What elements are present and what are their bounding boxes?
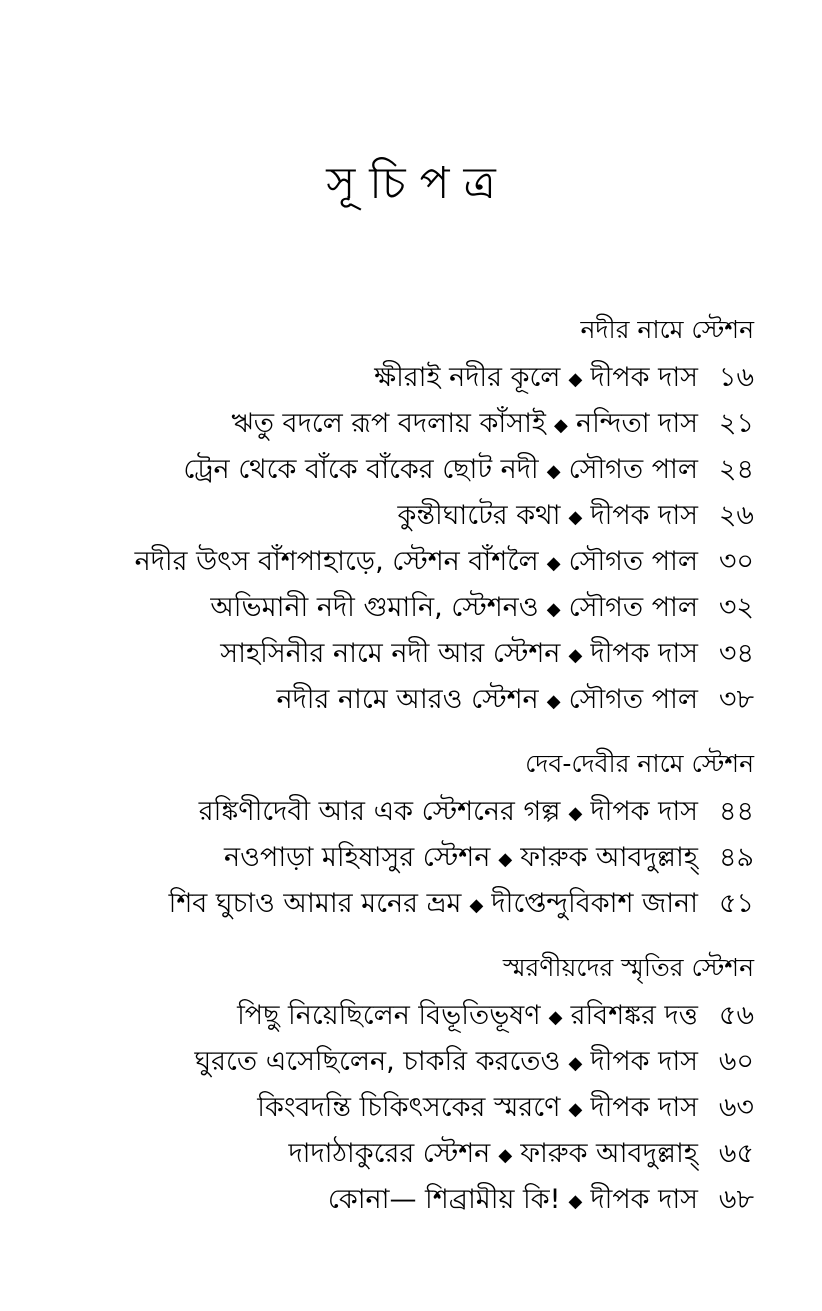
entry-page-number: ৬০	[718, 1045, 754, 1077]
entry-author: দীপক দাস	[590, 795, 698, 827]
diamond-separator-icon: ◆	[546, 690, 561, 712]
entry-page-number: ২৪	[718, 453, 754, 485]
toc-entry	[34, 540, 754, 586]
entry-title: কিংবদন্তি চিকিৎসকের স্মরণে	[257, 1091, 561, 1123]
entry-author: দীপ্তেন্দুবিকাশ জানা	[491, 887, 698, 919]
entry-author: সৌগত পাল	[568, 683, 698, 715]
diamond-separator-icon: ◆	[568, 368, 583, 390]
diamond-separator-icon: ◆	[554, 414, 568, 436]
diamond-separator-icon: ◆	[546, 552, 561, 574]
section-title: নদীর নামে স্টেশন	[580, 315, 754, 344]
page-title: সূচিপত্র	[326, 158, 510, 209]
toc-entry	[34, 448, 754, 494]
entry-title: অভিমানী নদী গুমানি, স্টেশনও	[210, 591, 539, 623]
entry-page-number: ৬৩	[718, 1091, 754, 1123]
diamond-separator-icon: ◆	[498, 1144, 513, 1166]
diamond-separator-icon: ◆	[498, 848, 513, 870]
toc-section	[34, 744, 754, 928]
entry-author: সৌগত পাল	[568, 591, 698, 623]
entry-title: দাদাঠাকুরের স্টেশন	[288, 1137, 491, 1169]
entry-author: রবিশঙ্কর দত্ত	[570, 999, 698, 1031]
entry-page-number: ৪৪	[718, 795, 754, 827]
section-title: স্মরণীয়দের স্মৃতির স্টেশন	[502, 953, 754, 982]
entry-author: দীপক দাস	[590, 1183, 698, 1215]
diamond-separator-icon: ◆	[548, 1006, 563, 1028]
entry-page-number: ৪৯	[718, 841, 754, 873]
entry-title: ক্ষীরাই নদীর কূলে	[374, 361, 561, 393]
toc-entry	[34, 882, 754, 928]
entry-page-number: ৩০	[718, 545, 754, 577]
entry-page-number: ৬৫	[718, 1137, 754, 1169]
entry-title: পিছু নিয়েছিলেন বিভূতিভূষণ	[237, 999, 541, 1031]
toc-entry	[34, 402, 754, 448]
entry-title: সাহসিনীর নামে নদী আর স্টেশন	[220, 637, 561, 669]
entry-title: শিব ঘুচাও আমার মনের ভ্রম	[168, 887, 462, 919]
entry-title: ঘুরতে এসেছিলেন, চাকরি করতেও	[194, 1045, 561, 1077]
toc-entry	[34, 1086, 754, 1132]
entry-author: নন্দিতা দাস	[575, 407, 698, 439]
toc-entry	[34, 1178, 754, 1224]
entry-title: নওপাড়া মহিষাসুর স্টেশন	[224, 841, 491, 873]
diamond-separator-icon: ◆	[546, 460, 561, 482]
diamond-separator-icon: ◆	[568, 1190, 583, 1212]
diamond-separator-icon: ◆	[568, 802, 583, 824]
entry-page-number: ১৬	[718, 361, 754, 393]
toc-entry	[34, 790, 754, 836]
toc-entry	[34, 836, 754, 882]
entry-page-number: ৫৬	[718, 999, 754, 1031]
toc-entry	[34, 1040, 754, 1086]
entry-title: ট্রেন থেকে বাঁকে বাঁকের ছোট নদী	[183, 453, 539, 485]
entry-title: নদীর উৎস বাঁশপাহাড়ে, স্টেশন বাঁশলৈ	[134, 545, 539, 577]
diamond-separator-icon: ◆	[568, 1098, 583, 1120]
entry-author: সৌগত পাল	[568, 453, 698, 485]
entry-page-number: ৩২	[718, 591, 754, 623]
diamond-separator-icon: ◆	[546, 598, 561, 620]
toc-entry	[34, 632, 754, 678]
toc-entry	[34, 494, 754, 540]
diamond-separator-icon: ◆	[469, 894, 484, 916]
entry-author: দীপক দাস	[590, 499, 698, 531]
entry-title: নদীর নামে আরও স্টেশন	[276, 683, 539, 715]
entry-page-number: ২১	[718, 407, 754, 439]
entry-author: ফারুক আবদুল্লাহ্	[520, 841, 698, 873]
entry-title: রঙ্কিণীদেবী আর এক স্টেশনের গল্প	[198, 795, 561, 827]
entry-page-number: ৩৮	[718, 683, 754, 715]
entry-title: ঋতু বদলে রূপ বদলায় কাঁসাই	[231, 407, 546, 439]
toc-entry	[34, 994, 754, 1040]
entry-author: দীপক দাস	[590, 637, 698, 669]
entry-author: ফারুক আবদুল্লাহ্	[520, 1137, 698, 1169]
diamond-separator-icon: ◆	[568, 506, 583, 528]
entry-page-number: ৩৪	[718, 637, 754, 669]
entry-author: সৌগত পাল	[568, 545, 698, 577]
toc-section	[34, 310, 754, 724]
entry-title: কোনা— শিব্রামীয় কি!	[327, 1183, 561, 1215]
entry-author: দীপক দাস	[590, 1091, 698, 1123]
toc-entry	[34, 586, 754, 632]
toc-entry	[34, 356, 754, 402]
table-of-contents	[34, 310, 754, 1244]
entry-title: কুন্তীঘাটের কথা	[397, 499, 561, 531]
section-title: দেব-দেবীর নামে স্টেশন	[525, 749, 754, 778]
entry-page-number: ২৬	[718, 499, 754, 531]
entry-author: দীপক দাস	[590, 361, 698, 393]
entry-page-number: ৬৮	[718, 1183, 754, 1215]
toc-entry	[34, 678, 754, 724]
entry-author: দীপক দাস	[590, 1045, 698, 1077]
diamond-separator-icon: ◆	[568, 644, 583, 666]
diamond-separator-icon: ◆	[568, 1052, 583, 1074]
entry-page-number: ৫১	[718, 887, 754, 919]
toc-entry	[34, 1132, 754, 1178]
toc-section	[34, 948, 754, 1224]
